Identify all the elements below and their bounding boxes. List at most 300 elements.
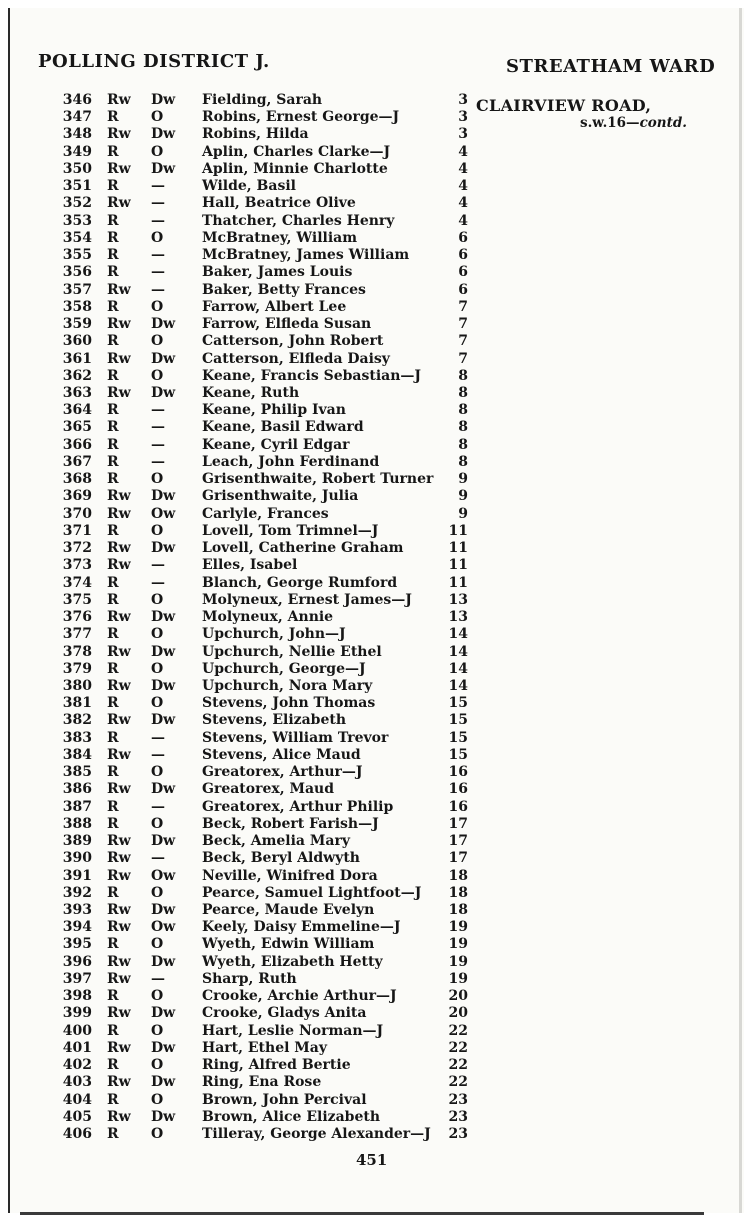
occupation-qualification: O (151, 1091, 164, 1108)
occupation-qualification: — (151, 746, 165, 763)
house-number: 23 (448, 1108, 468, 1125)
elector-name: Blanch, George Rumford (202, 574, 398, 591)
residence-qualification: R (107, 178, 119, 195)
occupation-qualification: O (151, 884, 164, 901)
occupation-qualification: Dw (151, 902, 176, 919)
elector-row (10, 109, 480, 126)
elector-row (10, 626, 480, 643)
elector-row (10, 282, 480, 299)
elector-number: 397 (62, 970, 92, 987)
elector-name: Neville, Winifred Dora (202, 867, 378, 884)
elector-name: Stevens, John Thomas (202, 695, 376, 712)
elector-number: 358 (62, 298, 92, 315)
page-bottom-edge (20, 1212, 704, 1215)
residence-qualification: Rw (107, 488, 131, 505)
residence-qualification: Rw (107, 1039, 131, 1056)
elector-number: 403 (62, 1074, 92, 1091)
elector-number: 390 (62, 850, 92, 867)
elector-name: Greatorex, Arthur Philip (202, 798, 394, 815)
elector-row (10, 1005, 480, 1022)
occupation-qualification: O (151, 936, 164, 953)
occupation-qualification: Dw (151, 1005, 176, 1022)
house-number: 16 (448, 798, 468, 815)
residence-qualification: R (107, 591, 119, 608)
residence-qualification: Rw (107, 195, 131, 212)
residence-qualification: R (107, 229, 119, 246)
street-continued-note (580, 115, 687, 131)
occupation-qualification: — (151, 436, 165, 453)
elector-number: 361 (62, 350, 92, 367)
elector-number: 396 (62, 953, 92, 970)
elector-name: Keely, Daisy Emmeline—J (202, 919, 401, 936)
elector-row (10, 454, 480, 471)
elector-number: 357 (62, 281, 92, 298)
elector-name: Upchurch, Nellie Ethel (202, 643, 382, 660)
house-number: 15 (448, 729, 468, 746)
elector-row (10, 971, 480, 988)
house-number: 23 (448, 1091, 468, 1108)
house-number: 13 (448, 609, 468, 626)
elector-number: 389 (62, 833, 92, 850)
elector-number: 362 (62, 367, 92, 384)
elector-number: 383 (62, 729, 92, 746)
residence-qualification: R (107, 729, 119, 746)
residence-qualification: Rw (107, 970, 131, 987)
elector-name: Beck, Beryl Aldwyth (202, 850, 360, 867)
elector-name: Wyeth, Edwin William (202, 936, 375, 953)
elector-name: Stevens, Elizabeth (202, 712, 347, 729)
residence-qualification: R (107, 247, 119, 264)
elector-row (10, 523, 480, 540)
elector-name: Beck, Robert Farish—J (202, 815, 379, 832)
elector-row (10, 747, 480, 764)
residence-qualification: Rw (107, 746, 131, 763)
elector-name: Catterson, Elfleda Daisy (202, 350, 390, 367)
elector-row (10, 764, 480, 781)
residence-qualification: R (107, 936, 119, 953)
elector-number: 404 (62, 1091, 92, 1108)
elector-number: 381 (62, 695, 92, 712)
elector-row (10, 316, 480, 333)
elector-row (10, 885, 480, 902)
house-number: 20 (448, 988, 468, 1005)
occupation-qualification: O (151, 591, 164, 608)
elector-name: Wyeth, Elizabeth Hetty (202, 953, 383, 970)
house-number: 8 (458, 384, 468, 401)
elector-row (10, 730, 480, 747)
elector-number: 401 (62, 1039, 92, 1056)
house-number: 3 (458, 109, 468, 126)
elector-number: 368 (62, 471, 92, 488)
residence-qualification: R (107, 367, 119, 384)
occupation-qualification: Dw (151, 160, 176, 177)
elector-row (10, 833, 480, 850)
elector-number: 372 (62, 540, 92, 557)
elector-name: Sharp, Ruth (202, 970, 297, 987)
elector-name: Leach, John Ferdinand (202, 453, 380, 470)
elector-row (10, 213, 480, 230)
occupation-qualification: O (151, 695, 164, 712)
elector-number: 365 (62, 419, 92, 436)
elector-number: 378 (62, 643, 92, 660)
occupation-qualification: O (151, 522, 164, 539)
occupation-qualification: Ow (151, 505, 176, 522)
occupation-qualification: — (151, 574, 165, 591)
elector-row (10, 1074, 480, 1091)
elector-name: Pearce, Samuel Lightfoot—J (202, 884, 422, 901)
elector-name: Stevens, Alice Maud (202, 746, 361, 763)
house-number: 15 (448, 695, 468, 712)
house-number: 17 (448, 833, 468, 850)
residence-qualification: R (107, 471, 119, 488)
elector-name: Robins, Hilda (202, 126, 309, 143)
polling-district-heading: POLLING DISTRICT J. (38, 51, 270, 72)
elector-number: 400 (62, 1022, 92, 1039)
elector-row (10, 592, 480, 609)
elector-row (10, 351, 480, 368)
elector-number: 366 (62, 436, 92, 453)
house-number: 8 (458, 402, 468, 419)
street-heading: CLAIRVIEW ROAD, (476, 96, 652, 115)
occupation-qualification: Dw (151, 316, 176, 333)
occupation-qualification: Dw (151, 350, 176, 367)
residence-qualification: Rw (107, 609, 131, 626)
elector-number: 406 (62, 1126, 92, 1143)
occupation-qualification: — (151, 247, 165, 264)
elector-row (10, 799, 480, 816)
elector-row (10, 437, 480, 454)
elector-row (10, 92, 480, 109)
residence-qualification: R (107, 1022, 119, 1039)
elector-row (10, 299, 480, 316)
house-number: 18 (448, 884, 468, 901)
elector-name: Grisenthwaite, Julia (202, 488, 359, 505)
house-number: 15 (448, 746, 468, 763)
elector-row (10, 126, 480, 143)
elector-number: 353 (62, 212, 92, 229)
elector-row (10, 1040, 480, 1057)
occupation-qualification: Dw (151, 540, 176, 557)
house-number: 6 (458, 281, 468, 298)
house-number: 7 (458, 316, 468, 333)
elector-row (10, 178, 480, 195)
occupation-qualification: O (151, 815, 164, 832)
elector-row (10, 902, 480, 919)
elector-name: Farrow, Elfleda Susan (202, 316, 372, 333)
residence-qualification: Rw (107, 384, 131, 401)
house-number: 6 (458, 264, 468, 281)
page-edge (739, 8, 742, 1213)
house-number: 9 (458, 488, 468, 505)
residence-qualification: Rw (107, 850, 131, 867)
residence-qualification: Rw (107, 867, 131, 884)
occupation-qualification: O (151, 298, 164, 315)
house-number: 17 (448, 815, 468, 832)
elector-number: 394 (62, 919, 92, 936)
occupation-qualification: Ow (151, 867, 176, 884)
elector-number: 350 (62, 160, 92, 177)
elector-number: 356 (62, 264, 92, 281)
occupation-qualification: O (151, 109, 164, 126)
house-number: 8 (458, 453, 468, 470)
residence-qualification: Rw (107, 712, 131, 729)
occupation-qualification: Dw (151, 643, 176, 660)
elector-name: Grisenthwaite, Robert Turner (202, 471, 434, 488)
elector-name: Keane, Basil Edward (202, 419, 364, 436)
house-number: 11 (448, 540, 468, 557)
residence-qualification: Rw (107, 919, 131, 936)
house-number: 7 (458, 298, 468, 315)
occupation-qualification: — (151, 212, 165, 229)
house-number: 14 (448, 677, 468, 694)
elector-number: 364 (62, 402, 92, 419)
residence-qualification: R (107, 764, 119, 781)
residence-qualification: R (107, 1091, 119, 1108)
elector-number: 382 (62, 712, 92, 729)
occupation-qualification: — (151, 850, 165, 867)
occupation-qualification: O (151, 229, 164, 246)
residence-qualification: Rw (107, 677, 131, 694)
elector-number: 386 (62, 781, 92, 798)
elector-row (10, 1023, 480, 1040)
elector-number: 373 (62, 557, 92, 574)
residence-qualification: Rw (107, 505, 131, 522)
occupation-qualification: Dw (151, 781, 176, 798)
residence-qualification: R (107, 815, 119, 832)
elector-row (10, 850, 480, 867)
elector-row (10, 230, 480, 247)
elector-name: Crooke, Archie Arthur—J (202, 988, 397, 1005)
elector-name: Lovell, Catherine Graham (202, 540, 404, 557)
occupation-qualification: — (151, 729, 165, 746)
residence-qualification: R (107, 419, 119, 436)
elector-name: Molyneux, Annie (202, 609, 334, 626)
elector-number: 360 (62, 333, 92, 350)
residence-qualification: Rw (107, 540, 131, 557)
elector-row (10, 868, 480, 885)
residence-qualification: R (107, 212, 119, 229)
elector-row (10, 816, 480, 833)
house-number: 9 (458, 505, 468, 522)
elector-row (10, 575, 480, 592)
elector-number: 391 (62, 867, 92, 884)
elector-number: 377 (62, 626, 92, 643)
elector-row (10, 954, 480, 971)
elector-name: Tilleray, George Alexander—J (202, 1126, 431, 1143)
elector-row (10, 1126, 480, 1143)
house-number: 4 (458, 160, 468, 177)
residence-qualification: R (107, 988, 119, 1005)
elector-name: Beck, Amelia Mary (202, 833, 350, 850)
elector-row (10, 644, 480, 661)
occupation-qualification: — (151, 557, 165, 574)
elector-row (10, 919, 480, 936)
elector-name: Robins, Ernest George—J (202, 109, 400, 126)
elector-name: Aplin, Charles Clarke—J (202, 143, 391, 160)
elector-name: Crooke, Gladys Anita (202, 1005, 367, 1022)
house-number: 13 (448, 591, 468, 608)
elector-row (10, 557, 480, 574)
elector-number: 399 (62, 1005, 92, 1022)
house-number: 14 (448, 660, 468, 677)
residence-qualification: R (107, 695, 119, 712)
house-number: 16 (448, 781, 468, 798)
elector-name: Baker, Betty Frances (202, 281, 366, 298)
house-number: 11 (448, 557, 468, 574)
elector-number: 367 (62, 453, 92, 470)
house-number: 6 (458, 229, 468, 246)
elector-number: 392 (62, 884, 92, 901)
occupation-qualification: O (151, 333, 164, 350)
elector-number: 354 (62, 229, 92, 246)
elector-name: Molyneux, Ernest James—J (202, 591, 412, 608)
elector-name: Keane, Philip Ivan (202, 402, 346, 419)
ward-heading: STREATHAM WARD (506, 56, 716, 77)
elector-row (10, 1092, 480, 1109)
elector-row (10, 988, 480, 1005)
occupation-qualification: — (151, 281, 165, 298)
occupation-qualification: O (151, 471, 164, 488)
house-number: 19 (448, 936, 468, 953)
elector-number: 385 (62, 764, 92, 781)
elector-row (10, 264, 480, 281)
elector-name: Keane, Ruth (202, 384, 300, 401)
residence-qualification: Rw (107, 1005, 131, 1022)
elector-number: 393 (62, 902, 92, 919)
elector-number: 375 (62, 591, 92, 608)
house-number: 18 (448, 867, 468, 884)
occupation-qualification: Dw (151, 712, 176, 729)
residence-qualification: Rw (107, 1108, 131, 1125)
occupation-qualification: O (151, 660, 164, 677)
elector-number: 346 (62, 92, 92, 108)
elector-name: Greatorex, Maud (202, 781, 335, 798)
occupation-qualification: O (151, 626, 164, 643)
residence-qualification: R (107, 522, 119, 539)
elector-name: Carlyle, Frances (202, 505, 329, 522)
elector-number: 402 (62, 1057, 92, 1074)
house-number: 11 (448, 522, 468, 539)
occupation-qualification: — (151, 195, 165, 212)
elector-name: Brown, John Percival (202, 1091, 367, 1108)
occupation-qualification: — (151, 970, 165, 987)
house-number: 7 (458, 333, 468, 350)
register-page (8, 8, 744, 1213)
residence-qualification: R (107, 264, 119, 281)
occupation-qualification: O (151, 1022, 164, 1039)
elector-name: Catterson, John Robert (202, 333, 384, 350)
occupation-qualification: Dw (151, 92, 176, 108)
elector-name: Farrow, Albert Lee (202, 298, 347, 315)
residence-qualification: R (107, 884, 119, 901)
elector-row (10, 333, 480, 350)
elector-name: McBratney, William (202, 229, 358, 246)
elector-number: 405 (62, 1108, 92, 1125)
elector-number: 351 (62, 178, 92, 195)
residence-qualification: Rw (107, 1074, 131, 1091)
elector-name: Fielding, Sarah (202, 92, 323, 108)
elector-name: Elles, Isabel (202, 557, 298, 574)
house-number: 23 (448, 1126, 468, 1143)
elector-number: 355 (62, 247, 92, 264)
occupation-qualification: Dw (151, 384, 176, 401)
residence-qualification: R (107, 109, 119, 126)
house-number: 18 (448, 902, 468, 919)
residence-qualification: Rw (107, 833, 131, 850)
occupation-qualification: — (151, 264, 165, 281)
house-number: 19 (448, 919, 468, 936)
elector-row (10, 385, 480, 402)
residence-qualification: R (107, 1126, 119, 1143)
house-number: 16 (448, 764, 468, 781)
elector-name: Stevens, William Trevor (202, 729, 389, 746)
occupation-qualification: O (151, 1126, 164, 1143)
elector-name: Keane, Francis Sebastian—J (202, 367, 422, 384)
occupation-qualification: Dw (151, 488, 176, 505)
elector-name: Baker, James Louis (202, 264, 353, 281)
elector-number: 371 (62, 522, 92, 539)
house-number: 3 (458, 92, 468, 108)
residence-qualification: R (107, 402, 119, 419)
house-number: 11 (448, 574, 468, 591)
elector-number: 359 (62, 316, 92, 333)
residence-qualification: R (107, 1057, 119, 1074)
elector-name: Hart, Leslie Norman—J (202, 1022, 384, 1039)
residence-qualification: R (107, 798, 119, 815)
house-number: 22 (448, 1022, 468, 1039)
elector-number: 349 (62, 143, 92, 160)
occupation-qualification: O (151, 988, 164, 1005)
elector-number: 374 (62, 574, 92, 591)
house-number: 22 (448, 1074, 468, 1091)
house-number: 6 (458, 247, 468, 264)
elector-row (10, 936, 480, 953)
occupation-qualification: Dw (151, 1039, 176, 1056)
elector-row (10, 144, 480, 161)
house-number: 14 (448, 643, 468, 660)
elector-row (10, 540, 480, 557)
house-number: 8 (458, 436, 468, 453)
elector-number: 395 (62, 936, 92, 953)
house-number: 4 (458, 143, 468, 160)
occupation-qualification: O (151, 764, 164, 781)
elector-name: Upchurch, John—J (202, 626, 346, 643)
elector-name: Upchurch, Nora Mary (202, 677, 373, 694)
house-number: 22 (448, 1057, 468, 1074)
elector-row (10, 368, 480, 385)
occupation-qualification: Dw (151, 1074, 176, 1091)
elector-number: 348 (62, 126, 92, 143)
residence-qualification: R (107, 626, 119, 643)
house-number: 3 (458, 126, 468, 143)
elector-name: Hall, Beatrice Olive (202, 195, 356, 212)
elector-number: 352 (62, 195, 92, 212)
elector-row (10, 712, 480, 729)
occupation-qualification: Ow (151, 919, 176, 936)
elector-row (10, 402, 480, 419)
elector-row (10, 661, 480, 678)
elector-name: Lovell, Tom Trimnel—J (202, 522, 379, 539)
house-number: 8 (458, 367, 468, 384)
occupation-qualification: — (151, 453, 165, 470)
residence-qualification: R (107, 660, 119, 677)
elector-row (10, 195, 480, 212)
page-number: 451 (356, 1151, 388, 1169)
house-number: 19 (448, 970, 468, 987)
elector-name: Hart, Ethel May (202, 1039, 328, 1056)
residence-qualification: Rw (107, 350, 131, 367)
residence-qualification: Rw (107, 781, 131, 798)
